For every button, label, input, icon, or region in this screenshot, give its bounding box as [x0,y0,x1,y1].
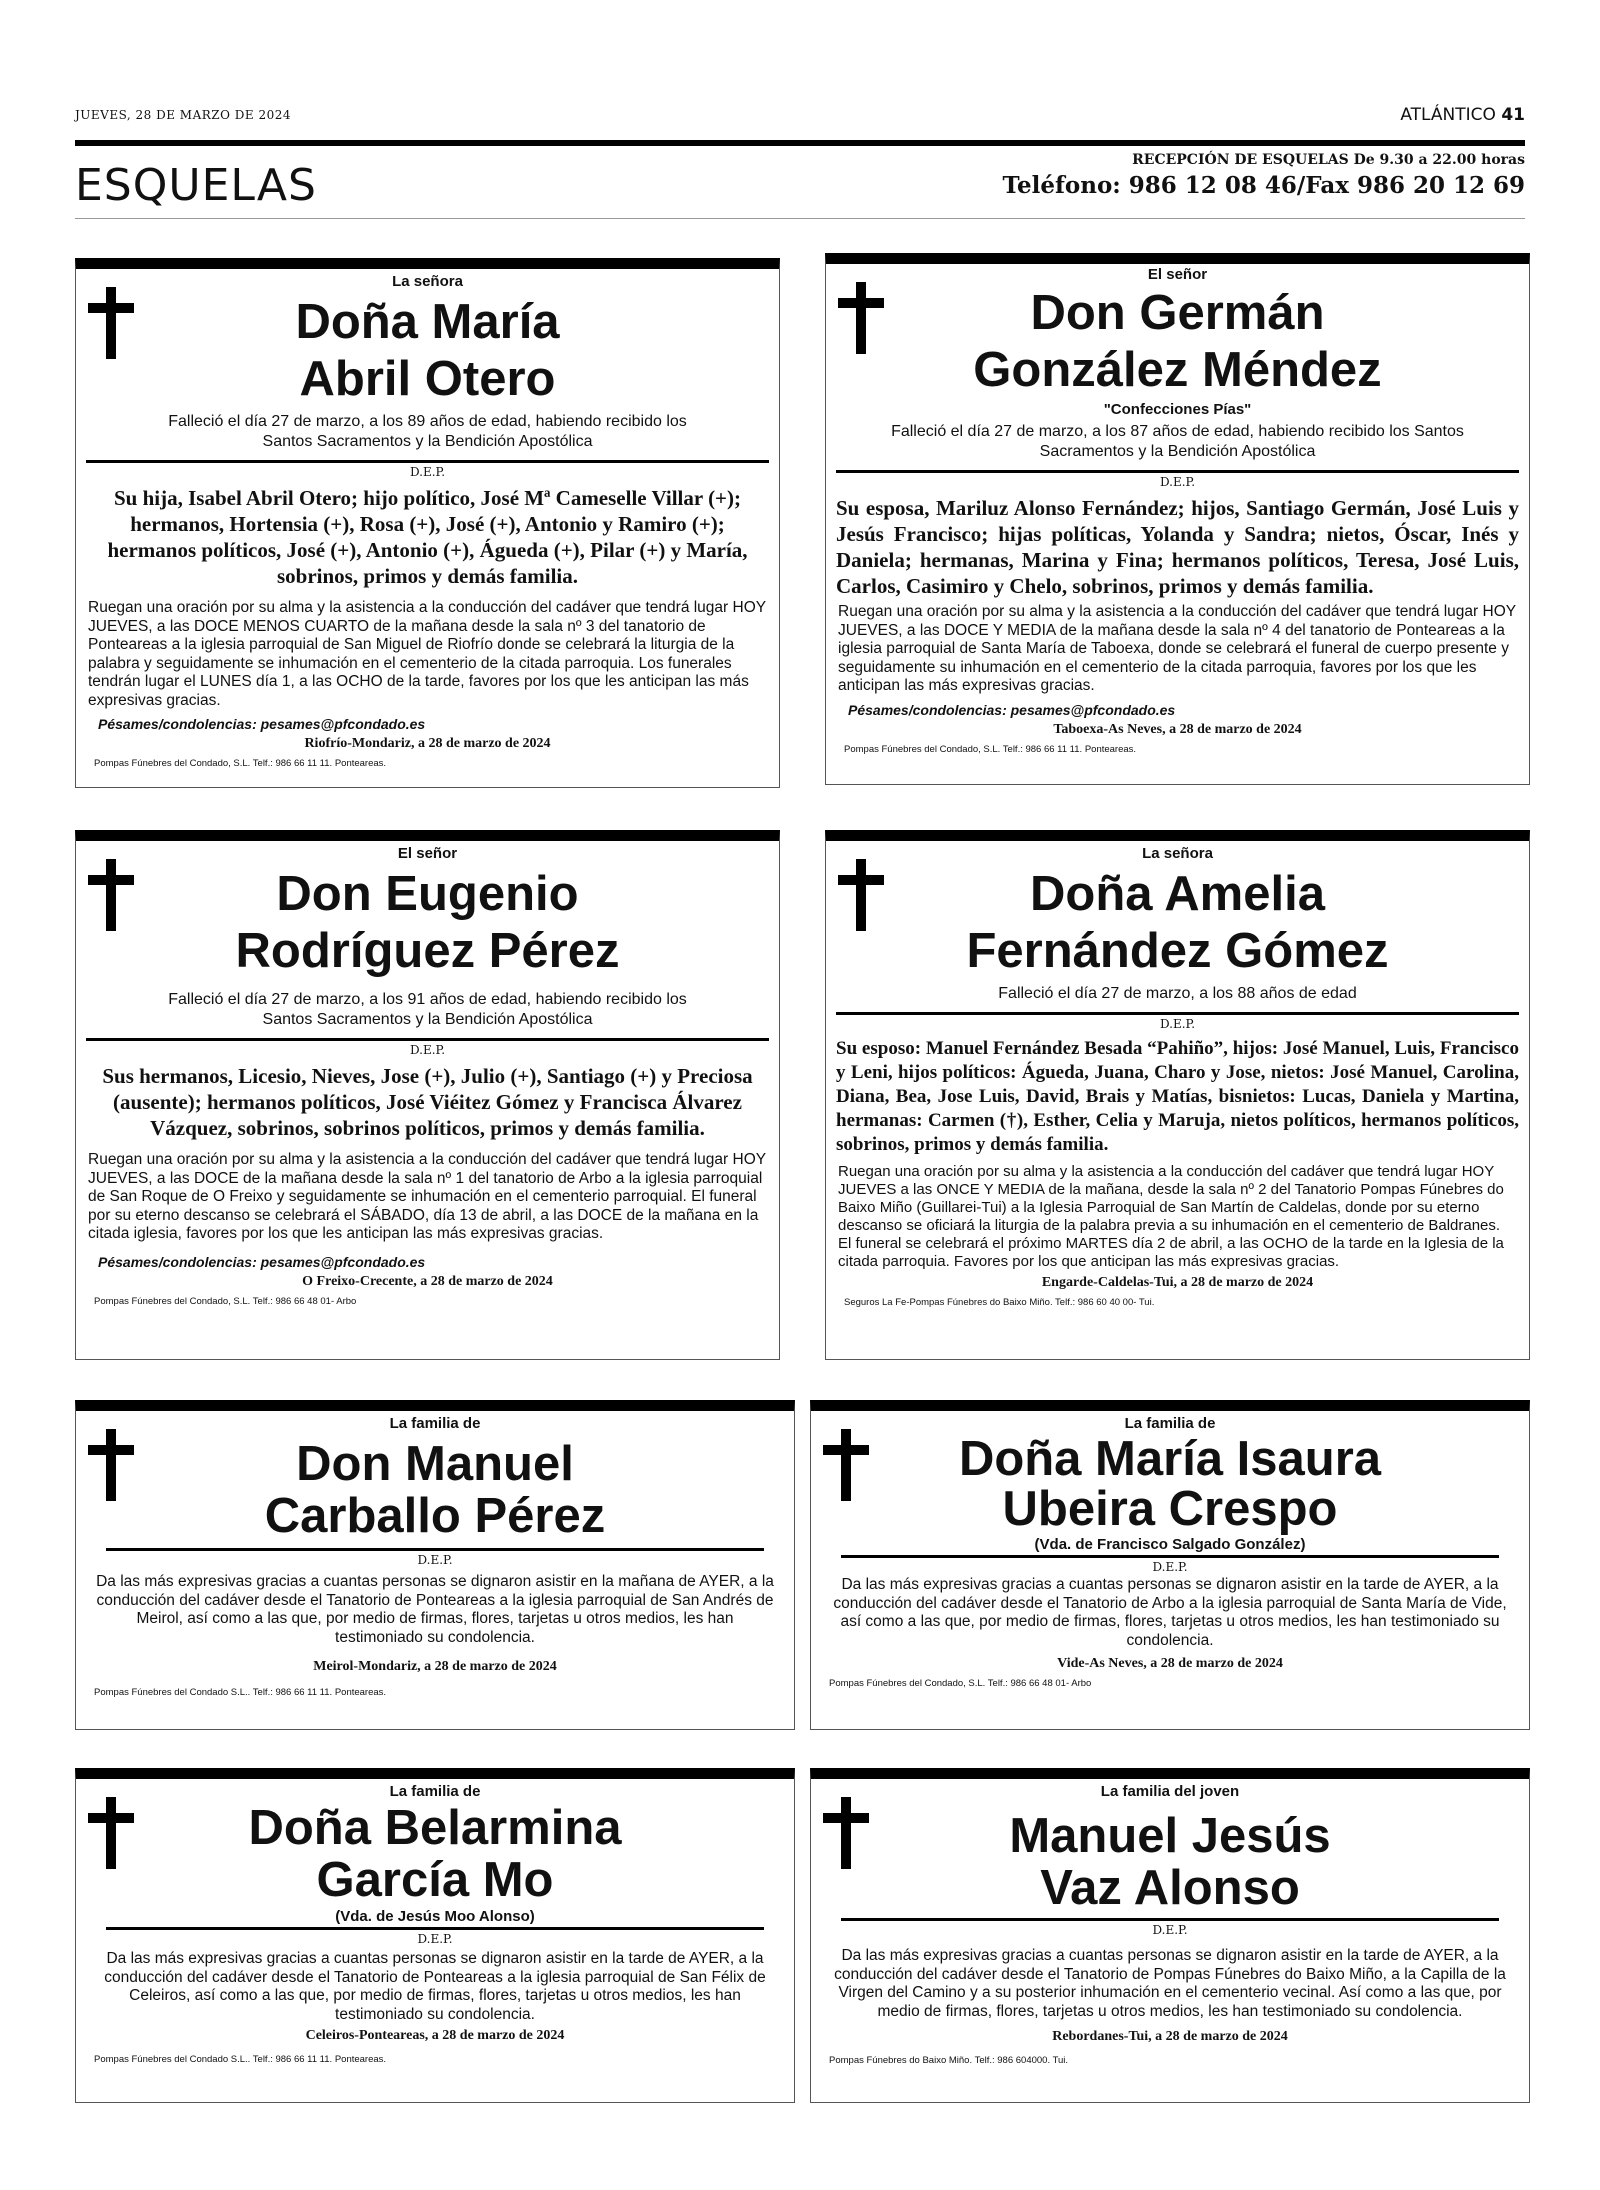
funeral-home: Pompas Fúnebres del Condado, S.L. Telf.: 986 66 11 11. Ponteareas. [844,743,1137,755]
deceased-name-line2: García Mo [316,1853,554,1907]
family-list: Su esposo: Manuel Fernández Besada “Pahiño”, hijos: José Manuel, Luis, Francisco y Leni, hijos políticos: Águeda, Juana, Charo y Jose, nietos: José Manuel, Carolina, Diana, Bea, Jose Luis, David, Brais y Matías, bisnietos: Lucas, Daniela y Martina, hermanas: Carmen (†), Esther, Celia y Maruja, nietos políticos, hermanos políticos, sobrinos, primos y demás familia. [836,1038,1519,1155]
divider-rule [841,1555,1499,1558]
deceased-name-line1: Manuel Jesús [1009,1809,1331,1863]
divider-rule [836,1012,1519,1015]
obituary-notice [75,830,780,1360]
death-statement: Falleció el día 27 de marzo, a los 88 años de edad [998,985,1357,1002]
dep-label: D.E.P. [417,1932,453,1946]
place-date: Engarde-Caldelas-Tui, a 28 de marzo de 2024 [1041,1275,1314,1290]
deceased-name-line2: Fernández Gómez [966,924,1389,978]
deceased-name-line1: Don Eugenio [276,867,579,921]
funeral-request: Ruegan una oración por su alma y la asistencia a la conducción del cadáver que tendrá lugar HOY JUEVES, a las DOCE MENOS CUARTO de la mañana desde la sala nº 3 del tanatorio de Ponteareas a la iglesia parroquial de San Miguel de Riofrío donde se celebrará la liturgia de la palabra y seguidamente se inhumación en el cementerio de la citada parroquia. Los funerales tendrán lugar el LUNES día 1, a las OCHO de la tarde, favores por los que les anticipan las más expresivas gracias. [88,599,766,709]
place-date: Riofrío-Mondariz, a 28 de marzo de 2024 [304,736,551,751]
dep-label: D.E.P. [409,1043,446,1057]
divider-rule [106,1927,764,1930]
cross-icon [838,282,884,354]
dep-label: D.E.P. [1152,1923,1188,1937]
place-date: Vide-As Neves, a 28 de marzo de 2024 [1057,1656,1283,1671]
divider-rule [841,1918,1499,1921]
thanks-notice [810,1400,1530,1730]
dep-label: D.E.P. [417,1553,453,1567]
funeral-home: Pompas Fúnebres del Condado, S.L. Telf.: 986 66 48 01- Arbo [94,1295,357,1307]
cross-icon [88,1797,134,1869]
notice-intro: El señor [397,845,458,862]
condolences-email: Pésames/condolencias: pesames@pfcondado.es [98,1253,426,1270]
publication-masthead [1400,105,1525,125]
funeral-home: Pompas Fúnebres do Baixo Miño. Telf.: 986 604000. Tui. [829,2055,1069,2066]
death-statement: Falleció el día 27 de marzo, a los 89 años de edad, habiendo recibido los Santos Sacramentos y la Bendición Apostólica [168,413,687,450]
divider-rule [106,1548,764,1551]
thanks-text: Da las más expresivas gracias a cuantas personas se dignaron asistir en la tarde de AYER, a la conducción del cadáver desde el Tanatorio de Arbo a la iglesia parroquial de Santa María de Vide, así como a las que, por medio de firmas, flores, tarjetas u otros medios, les han testimoniado su condolencia. [833,1576,1507,1649]
notice-intro: La señora [392,273,463,290]
deceased-name [826,285,1529,399]
deceased-name [826,866,1529,980]
thanks-notice [75,1768,795,2103]
deceased-name-line2: Rodríguez Pérez [235,924,620,978]
place-date: Rebordanes-Tui, a 28 de marzo de 2024 [1052,2029,1288,2044]
thanks-text: Da las más expresivas gracias a cuantas personas se dignaron asistir en la tarde de AYER, a la conducción del cadáver desde el Tanatorio de Ponteareas a la iglesia parroquial de San Félix de Celeiros, así como a las que, por medio de firmas, flores, tarjetas u otros medios, les han testimoniado su condolencia. [104,1950,766,2023]
notice-intro: La familia de [389,1415,481,1432]
death-statement: Falleció el día 27 de marzo, a los 91 años de edad, habiendo recibido los Santos Sacramentos y la Bendición Apostólica [168,991,687,1028]
funeral-home: Pompas Fúnebres del Condado S.L.. Telf.: 986 66 11 11. Ponteareas. [94,1687,387,1698]
deceased-name-line1: Don Manuel [296,1437,574,1491]
reception-info [1003,152,1525,199]
death-statement: Falleció el día 27 de marzo, a los 87 años de edad, habiendo recibido los Santos Sacramentos y la Bendición Apostólica [891,423,1464,460]
notice-intro: La familia de [1124,1415,1216,1432]
deceased-name-line1: Doña María Isaura [958,1432,1382,1486]
page-number: 41 [1501,105,1525,125]
header-rule [75,218,1525,219]
thanks-notice [810,1768,1530,2103]
issue-date: JUEVES, 28 DE MARZO DE 2024 [75,108,292,122]
place-date: Meirol-Mondariz, a 28 de marzo de 2024 [313,1659,557,1674]
funeral-home: Pompas Fúnebres del Condado, S.L. Telf.: 986 66 11 11. Ponteareas. [94,758,387,769]
deceased-name-line1: Don Germán [1030,286,1325,340]
obituary-notice [825,253,1530,785]
cross-icon [823,1429,869,1501]
deceased-name [76,1438,794,1542]
deceased-name-line1: Doña María [295,295,560,349]
reception-hours: RECEPCIÓN DE ESQUELAS De 9.30 a 22.00 horas [1132,152,1525,168]
family-list: Sus hermanos, Licesio, Nieves, Jose (+), Julio (+), Santiago (+) y Preciosa (ausente); hermanos políticos, José Viéitez Gómez y Francisca Álvarez Vázquez, sobrinos, sobrinos políticos, primos y demás familia. [102,1064,753,1140]
obituary-notice [825,830,1530,1360]
condolences-email: Pésames/condolencias: pesames@pfcondado.es [848,701,1176,718]
dep-label: D.E.P. [409,465,446,479]
divider-rule [86,460,769,463]
deceased-name [811,1810,1529,1914]
notice-intro: El señor [1147,266,1208,283]
family-list: Su hija, Isabel Abril Otero; hijo político, José Mª Cameselle Villar (+); hermanos, Hortensia (+), Rosa (+), José (+), Antonio y Ramiro (+); hermanos políticos, José (+), Antonio (+), Águeda (+), Pilar (+) y María, sobrinos, primos y demás familia. [107,486,748,588]
deceased-name [76,866,779,980]
funeral-request: Ruegan una oración por su alma y la asistencia a la conducción del cadáver que tendrá lugar HOY JUEVES, a las DOCE Y MEDIA de la mañana desde la sala nº 4 del tanatorio de Ponteareas a la iglesia parroquial de Santa María de Taboexa, donde se celebrará el funeral de cuerpo presente y seguidamente su inhumación en el cementerio de la citada parroquia, favores por los que les anticipan las más expresivas gracias. [838,603,1516,694]
thanks-text: Da las más expresivas gracias a cuantas personas se dignaron asistir en la mañana de AYER, a la conducción del cadáver desde el Tanatorio de Ponteareas a la iglesia parroquial de San Andrés de Meirol, así como a las que, por medio de firmas, flores, tarjetas u otros medios, les han testimoniado su condolencia. [96,1573,774,1646]
deceased-name-line1: Doña Belarmina [248,1801,622,1855]
deceased-name [76,1802,794,1906]
top-rule [75,140,1525,146]
dep-label: D.E.P. [1159,1017,1196,1031]
deceased-nickname: (Vda. de Francisco Salgado González) [1034,1536,1306,1553]
deceased-nickname: (Vda. de Jesús Moo Alonso) [335,1908,535,1925]
page-topline [75,105,1525,128]
publication-name: ATLÁNTICO [1400,105,1496,125]
funeral-request: Ruegan una oración por su alma y la asistencia a la conducción del cadáver que tendrá lugar HOY JUEVES a las ONCE Y MEDIA de la mañana, desde la sala nº 2 del Tanatorio Pompas Fúnebres do Baixo Miño (Guillarei-Tui) a la Iglesia Parroquial de San Martín de Caldelas, donde por su eterno descanso se oficiará la liturgia de la palabra previa a su inhumación en el cementerio de Baldranes. El funeral se celebrará el próximo MARTES día 2 de abril, a las OCHO de la tarde en la Iglesia de la citada parroquia. Favores por los que anticipan las más expresivas gracias. [838,1163,1504,1270]
thanks-notice [75,1400,795,1730]
funeral-home: Pompas Fúnebres del Condado S.L.. Telf.: 986 66 11 11. Ponteareas. [94,2054,387,2065]
divider-rule [86,1038,769,1041]
deceased-name-line1: Doña Amelia [1030,867,1325,921]
notice-intro: La familia de [389,1783,481,1800]
cross-icon [88,287,134,359]
notice-intro: La familia del joven [1100,1783,1240,1800]
deceased-name-line2: Vaz Alonso [1040,1861,1300,1915]
deceased-name-line2: Abril Otero [299,352,556,406]
funeral-request: Ruegan una oración por su alma y la asistencia a la conducción del cadáver que tendrá lugar HOY JUEVES, a las DOCE de la mañana desde la sala nº 1 del tanatorio de Arbo a la iglesia parroquial de San Roque de O Freixo y seguidamente se inhumación en el cementerio parroquial. El funeral por su eterno descanso se celebrará el SÁBADO, día 13 de abril, a las DOCE de la mañana en la citada iglesia, favores por los que les anticipan las más expresivas gracias. [88,1151,766,1242]
divider-rule [836,470,1519,473]
funeral-home: Pompas Fúnebres del Condado, S.L. Telf.: 986 66 48 01- Arbo [829,1678,1092,1689]
obituary-notice [75,258,780,788]
deceased-name-line2: Ubeira Crespo [1002,1482,1338,1536]
condolences-email: Pésames/condolencias: pesames@pfcondado.es [98,716,426,732]
section-title: ESQUELAS [75,160,317,211]
cross-icon [838,859,884,931]
deceased-name [811,1434,1529,1534]
cross-icon [88,859,134,931]
reception-phone-fax: Teléfono: 986 12 08 46/Fax 986 20 12 69 [1002,172,1525,199]
deceased-name-line2: González Méndez [973,343,1382,397]
deceased-name-line2: Carballo Pérez [264,1489,606,1543]
place-date: Taboexa-As Neves, a 28 de marzo de 2024 [1053,721,1302,737]
cross-icon [823,1797,869,1869]
funeral-home: Seguros La Fe-Pompas Fúnebres do Baixo Miño. Telf.: 986 60 40 00- Tui. [844,1297,1155,1308]
thanks-text: Da las más expresivas gracias a cuantas personas se dignaron asistir en la tarde de AYER, a la conducción del cadáver desde el Tanatorio de Pompas Fúnebres do Baixo Miño, a la Capilla de la Virgen del Camino y a su posterior inhumación en el cementerio vecinal. Así como a las que, por medio de firmas, flores, tarjetas u otros medios, les han testimoniado su condolencia. [834,1947,1506,2020]
cross-icon [88,1429,134,1501]
deceased-nickname: "Confecciones Pías" [1103,401,1252,418]
deceased-name [76,294,779,408]
dep-label: D.E.P. [1159,475,1196,489]
place-date: O Freixo-Crecente, a 28 de marzo de 2024 [302,1273,553,1289]
family-list: Su esposa, Mariluz Alonso Fernández; hijos, Santiago Germán, José Luis y Jesús Francisco; hijas políticas, Yolanda y Sandra; nietos, Óscar, Inés y Daniela; hermanas, Marina y Fina; hermanos políticos, Teresa, José Luis, Carlos, Casimiro y Chelo, sobrinos, primos y demás familia. [836,496,1519,598]
place-date: Celeiros-Ponteareas, a 28 de marzo de 2024 [305,2028,565,2043]
dep-label: D.E.P. [1152,1560,1188,1574]
notice-intro: La señora [1142,845,1213,862]
